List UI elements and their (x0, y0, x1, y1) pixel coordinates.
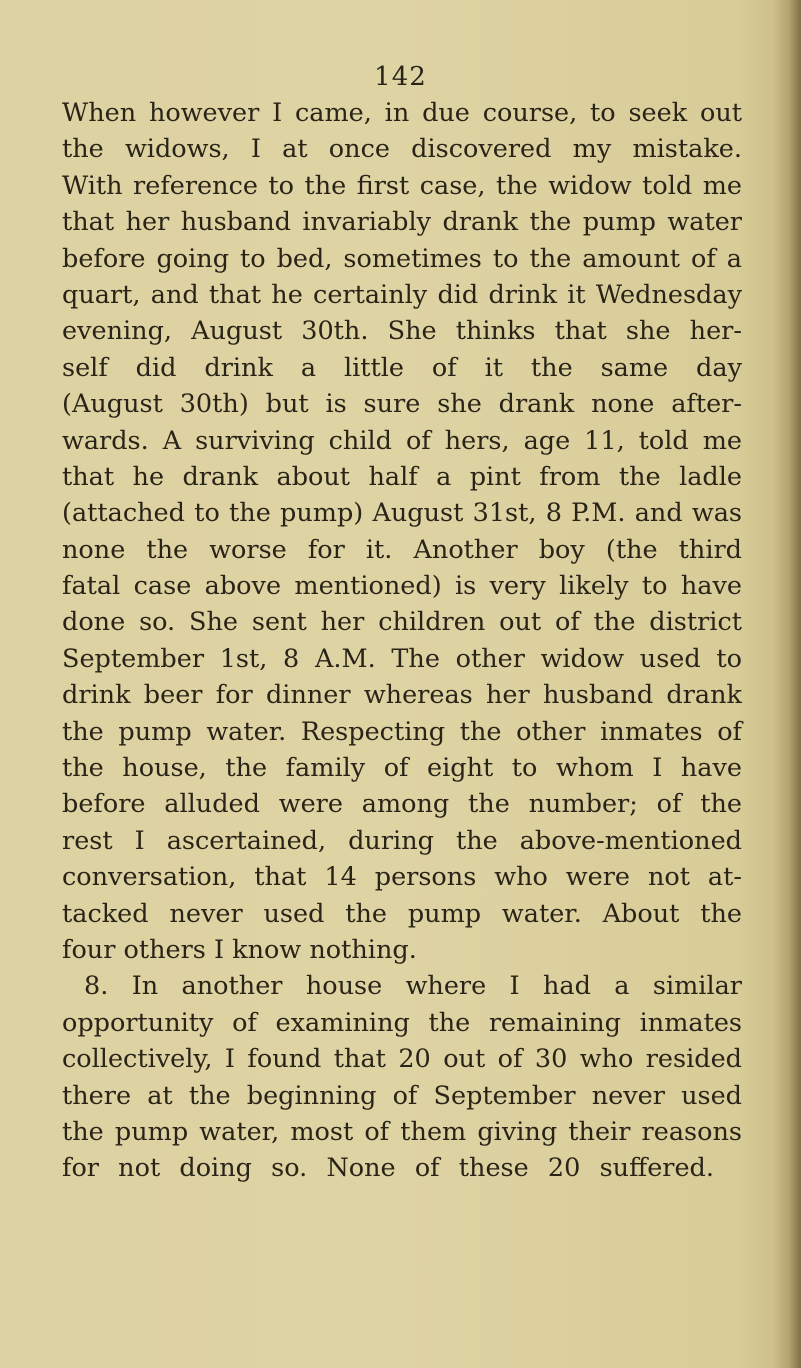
text-line: tacked never used the pump water. About the (62, 898, 742, 929)
text-line: (attached to the pump) August 31st, 8 P.M. and was (62, 498, 742, 529)
text-line: before alluded were among the number; of the (62, 789, 742, 820)
text-line: wards. A surviving child of hers, age 11, told me (62, 425, 742, 456)
paragraph-end-line: four others I know nothing. (62, 934, 417, 965)
text-line: self did drink a little of it the same day (62, 352, 742, 383)
text-line: (August 30th) but is sure she drank none after- (62, 389, 742, 420)
text-line: rest I ascertained, during the above-mentioned (62, 825, 742, 856)
paragraph-end-line: for not doing so. None of these 20 suffered. (62, 1153, 714, 1184)
text-line: none the worse for it. Another boy (the third (62, 534, 742, 565)
text-line: When however I came, in due course, to seek out (62, 98, 742, 128)
body-text (62, 95, 742, 1187)
text-line: the pump water. Respecting the other inmates of (62, 716, 742, 747)
text-line: collectively, I found that 20 out of 30 who resided (62, 1044, 742, 1075)
section-8-first-line: 8. In another house where I had a similar (84, 971, 742, 1002)
text-line: that he drank about half a pint from the ladle (62, 461, 742, 492)
text-line: before going to bed, sometimes to the amount of a (62, 243, 742, 274)
text-line: fatal case above mentioned) is very likely to have (62, 571, 742, 602)
text-line: the widows, I at once discovered my mistake. (62, 134, 742, 165)
text-line: there at the beginning of September never used (62, 1080, 742, 1111)
page-number: 142 (374, 62, 427, 92)
text-line: September 1st, 8 A.M. The other widow used to (62, 643, 742, 674)
text-line: opportunity of examining the remaining inmates (62, 1007, 742, 1038)
text-line: done so. She sent her children out of the district (62, 607, 742, 638)
text-line: conversation, that 14 persons who were not at- (62, 862, 742, 893)
text-line: the pump water, most of them giving their reasons (62, 1116, 742, 1147)
text-line: quart, and that he certainly did drink it Wednesday (62, 279, 742, 310)
text-line: evening, August 30th. She thinks that she her- (62, 316, 742, 347)
text-line: With reference to the first case, the widow told me (62, 170, 742, 201)
text-line: the house, the family of eight to whom I have (62, 753, 742, 784)
text-line: that her husband invariably drank the pump water (62, 207, 742, 238)
text-line: drink beer for dinner whereas her husband drank (62, 680, 742, 711)
page-edge-shadow (773, 0, 801, 1368)
